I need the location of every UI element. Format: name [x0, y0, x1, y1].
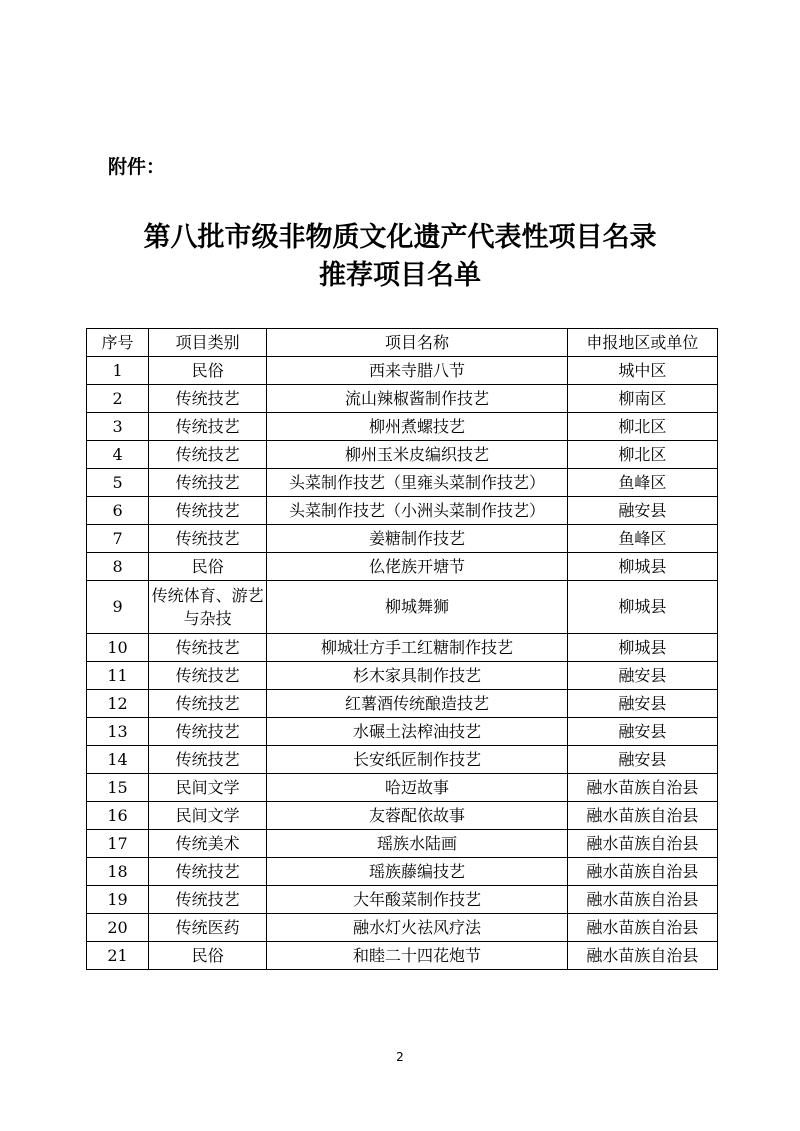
table-row	[87, 469, 718, 497]
header-region: 申报地区或单位	[567, 329, 717, 357]
row-number: 16	[87, 802, 149, 830]
table-row	[87, 497, 718, 525]
row-project-name: 融水灯火祛风疗法	[267, 914, 567, 942]
row-category: 传统技艺	[149, 662, 267, 690]
row-category: 传统技艺	[149, 746, 267, 774]
table-row	[87, 634, 718, 662]
row-region: 融安县	[567, 746, 717, 774]
row-number: 11	[87, 662, 149, 690]
document-subtitle: 推荐项目名单	[319, 260, 481, 291]
row-category: 传统医药	[149, 914, 267, 942]
row-category: 传统技艺	[149, 413, 267, 441]
page-number: 2	[396, 1050, 404, 1064]
row-number: 5	[87, 469, 149, 497]
table-row	[87, 858, 718, 886]
row-number: 14	[87, 746, 149, 774]
row-category: 传统技艺	[149, 634, 267, 662]
table-row	[87, 553, 718, 581]
row-region: 柳城县	[567, 581, 717, 634]
row-number: 7	[87, 525, 149, 553]
row-category: 民俗	[149, 553, 267, 581]
row-category: 民俗	[149, 942, 267, 970]
row-category: 传统技艺	[149, 690, 267, 718]
row-region: 融安县	[567, 718, 717, 746]
table-row	[87, 802, 718, 830]
row-category: 传统技艺	[149, 497, 267, 525]
row-project-name: 红薯酒传统酿造技艺	[267, 690, 567, 718]
row-number: 4	[87, 441, 149, 469]
document-title: 第八批市级非物质文化遗产代表性项目名录	[143, 222, 657, 253]
row-region: 融水苗族自治县	[567, 802, 717, 830]
row-number: 13	[87, 718, 149, 746]
row-project-name: 瑶族水陆画	[267, 830, 567, 858]
row-region: 城中区	[567, 357, 717, 385]
row-region: 柳北区	[567, 441, 717, 469]
row-category: 传统美术	[149, 830, 267, 858]
table-row	[87, 830, 718, 858]
row-project-name: 仫佬族开塘节	[267, 553, 567, 581]
row-category: 传统技艺	[149, 469, 267, 497]
row-project-name: 柳城壮方手工红糖制作技艺	[267, 634, 567, 662]
table-row	[87, 662, 718, 690]
row-category: 民俗	[149, 357, 267, 385]
row-project-name: 头菜制作技艺（里雍头菜制作技艺）	[267, 469, 567, 497]
row-category: 传统体育、游艺与杂技	[149, 581, 267, 634]
table-row	[87, 718, 718, 746]
table-row	[87, 413, 718, 441]
row-region: 融安县	[567, 690, 717, 718]
row-number: 15	[87, 774, 149, 802]
table-row	[87, 581, 718, 634]
row-project-name: 和睦二十四花炮节	[267, 942, 567, 970]
row-number: 17	[87, 830, 149, 858]
project-list-table	[86, 328, 718, 970]
row-number: 21	[87, 942, 149, 970]
row-category: 传统技艺	[149, 858, 267, 886]
header-number: 序号	[87, 329, 149, 357]
row-region: 鱼峰区	[567, 469, 717, 497]
row-category: 传统技艺	[149, 525, 267, 553]
row-region: 融水苗族自治县	[567, 942, 717, 970]
row-project-name: 水碾土法榨油技艺	[267, 718, 567, 746]
row-number: 1	[87, 357, 149, 385]
row-number: 3	[87, 413, 149, 441]
table-row	[87, 357, 718, 385]
row-region: 鱼峰区	[567, 525, 717, 553]
row-region: 融水苗族自治县	[567, 830, 717, 858]
table-row	[87, 525, 718, 553]
row-number: 18	[87, 858, 149, 886]
table-row	[87, 441, 718, 469]
row-project-name: 姜糖制作技艺	[267, 525, 567, 553]
row-project-name: 杉木家具制作技艺	[267, 662, 567, 690]
table-row	[87, 886, 718, 914]
row-region: 柳城县	[567, 634, 717, 662]
attachment-label: 附件：	[108, 156, 166, 178]
header-category: 项目类别	[149, 329, 267, 357]
row-region: 柳南区	[567, 385, 717, 413]
row-region: 融水苗族自治县	[567, 886, 717, 914]
row-number: 20	[87, 914, 149, 942]
table-row	[87, 942, 718, 970]
row-number: 10	[87, 634, 149, 662]
row-project-name: 流山辣椒酱制作技艺	[267, 385, 567, 413]
row-region: 柳北区	[567, 413, 717, 441]
header-project-name: 项目名称	[267, 329, 567, 357]
table-row	[87, 914, 718, 942]
row-number: 12	[87, 690, 149, 718]
row-number: 2	[87, 385, 149, 413]
row-number: 19	[87, 886, 149, 914]
row-region: 融安县	[567, 497, 717, 525]
row-project-name: 大年酸菜制作技艺	[267, 886, 567, 914]
table-row	[87, 774, 718, 802]
row-project-name: 柳城舞狮	[267, 581, 567, 634]
row-region: 柳城县	[567, 553, 717, 581]
row-category: 传统技艺	[149, 385, 267, 413]
row-category: 传统技艺	[149, 886, 267, 914]
row-category: 传统技艺	[149, 718, 267, 746]
row-category: 民间文学	[149, 774, 267, 802]
table-row	[87, 690, 718, 718]
row-category: 民间文学	[149, 802, 267, 830]
row-project-name: 长安纸匠制作技艺	[267, 746, 567, 774]
row-region: 融安县	[567, 662, 717, 690]
row-project-name: 友蓉配依故事	[267, 802, 567, 830]
row-project-name: 柳州玉米皮编织技艺	[267, 441, 567, 469]
row-region: 融水苗族自治县	[567, 858, 717, 886]
table-row	[87, 746, 718, 774]
row-region: 融水苗族自治县	[567, 914, 717, 942]
row-region: 融水苗族自治县	[567, 774, 717, 802]
row-project-name: 头菜制作技艺（小洲头菜制作技艺）	[267, 497, 567, 525]
row-number: 9	[87, 581, 149, 634]
row-category: 传统技艺	[149, 441, 267, 469]
row-project-name: 西来寺腊八节	[267, 357, 567, 385]
table-header-row	[87, 329, 718, 357]
row-project-name: 柳州煮螺技艺	[267, 413, 567, 441]
row-number: 6	[87, 497, 149, 525]
row-project-name: 哈迈故事	[267, 774, 567, 802]
row-project-name: 瑶族藤编技艺	[267, 858, 567, 886]
row-number: 8	[87, 553, 149, 581]
table-row	[87, 385, 718, 413]
